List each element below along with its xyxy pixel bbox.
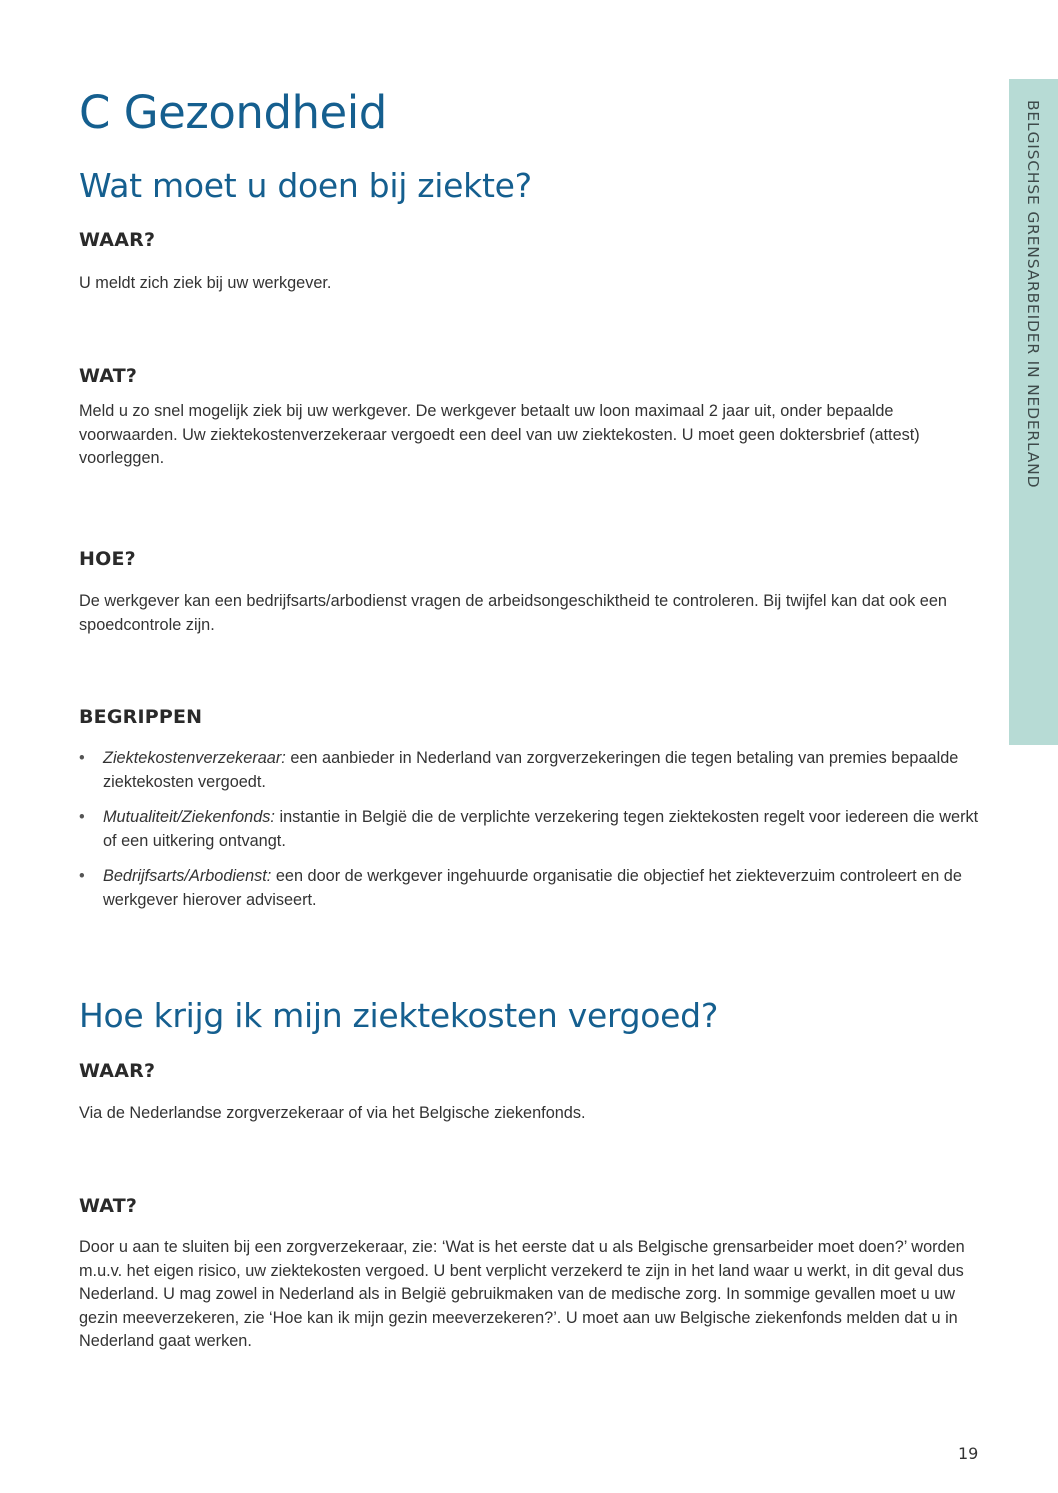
waar-text-2: Via de Nederlandse zorgverzekeraar of via het Belgische ziekenfonds. — [79, 1104, 586, 1122]
heading-begrippen: BEGRIPPEN — [79, 706, 203, 728]
heading-hoe: HOE? — [79, 548, 136, 570]
term: Bedrijfsarts/Arbodienst: — [103, 867, 272, 885]
heading-wat: WAT? — [79, 365, 138, 387]
wat-text: Meld u zo snel mogelijk ziek bij uw werkgever. De werkgever betaalt uw loon maximaal 2 jaar uit, onder bepaalde voorwaarden. Uw ziektekostenverzekeraar vergoedt een deel van uw ziektekosten. U moet geen doktersbrief (attest) voorleggen. — [79, 402, 920, 467]
wat-text-2: Door u aan te sluiten bij een zorgverzekeraar, zie: ‘Wat is het eerste dat u als Belgische grensarbeider moet doen?’ worden m.u.v. het eigen risico, uw ziektekosten vergoed. U bent verplicht verzekerd te zijn in het land waar u werkt, in dit geval dus Nederland. U mag zowel in Nederland als in België gebruikmaken van de medische zorg. In sommige gevallen moet u uw gezin meeverzekeren, zie ‘Hoe kan ik mijn gezin meeverzekeren?’. U moet aan uw Belgische ziekenfonds melden dat u in Nederland gaat werken. — [79, 1238, 965, 1350]
section-title-ziekte: Wat moet u doen bij ziekte? — [79, 166, 532, 205]
page-number: 19 — [958, 1444, 979, 1463]
begrippen-list — [79, 747, 979, 912]
term: Ziektekostenverzekeraar: — [103, 749, 286, 767]
waar-text: U meldt zich ziek bij uw werkgever. — [79, 274, 332, 292]
side-tab-label: BELGISCHSE GRENSARBEIDER IN NEDERLAND — [1024, 100, 1043, 489]
list-item — [79, 747, 979, 794]
list-item — [79, 806, 979, 853]
term: Mutualiteit/Ziekenfonds: — [103, 808, 275, 826]
page-title: C Gezondheid — [79, 86, 387, 139]
side-chapter-tab — [1009, 79, 1058, 745]
bullet-dot: • — [79, 749, 85, 767]
bullet-dot: • — [79, 808, 85, 826]
heading-wat-2: WAT? — [79, 1195, 138, 1217]
heading-waar-2: WAAR? — [79, 1060, 156, 1082]
hoe-text: De werkgever kan een bedrijfsarts/arbodienst vragen de arbeidsongeschiktheid te controleren. Bij twijfel kan dat ook een spoedcontrole zijn. — [79, 592, 947, 634]
list-item — [79, 865, 979, 912]
definition: een door de werkgever ingehuurde organisatie die objectief het ziekteverzuim controleert en de werkgever hierover adviseert. — [103, 867, 962, 909]
bullet-dot: • — [79, 867, 85, 885]
definition: instantie in België die de verplichte verzekering tegen ziektekosten regelt voor iedereen die werkt of een uitkering ontvangt. — [103, 808, 979, 850]
definition: een aanbieder in Nederland van zorgverzekeringen die tegen betaling van premies bepaalde ziektekosten vergoedt. — [103, 749, 959, 791]
heading-waar: WAAR? — [79, 229, 156, 251]
section-title-ziektekosten: Hoe krijg ik mijn ziektekosten vergoed? — [79, 996, 719, 1035]
